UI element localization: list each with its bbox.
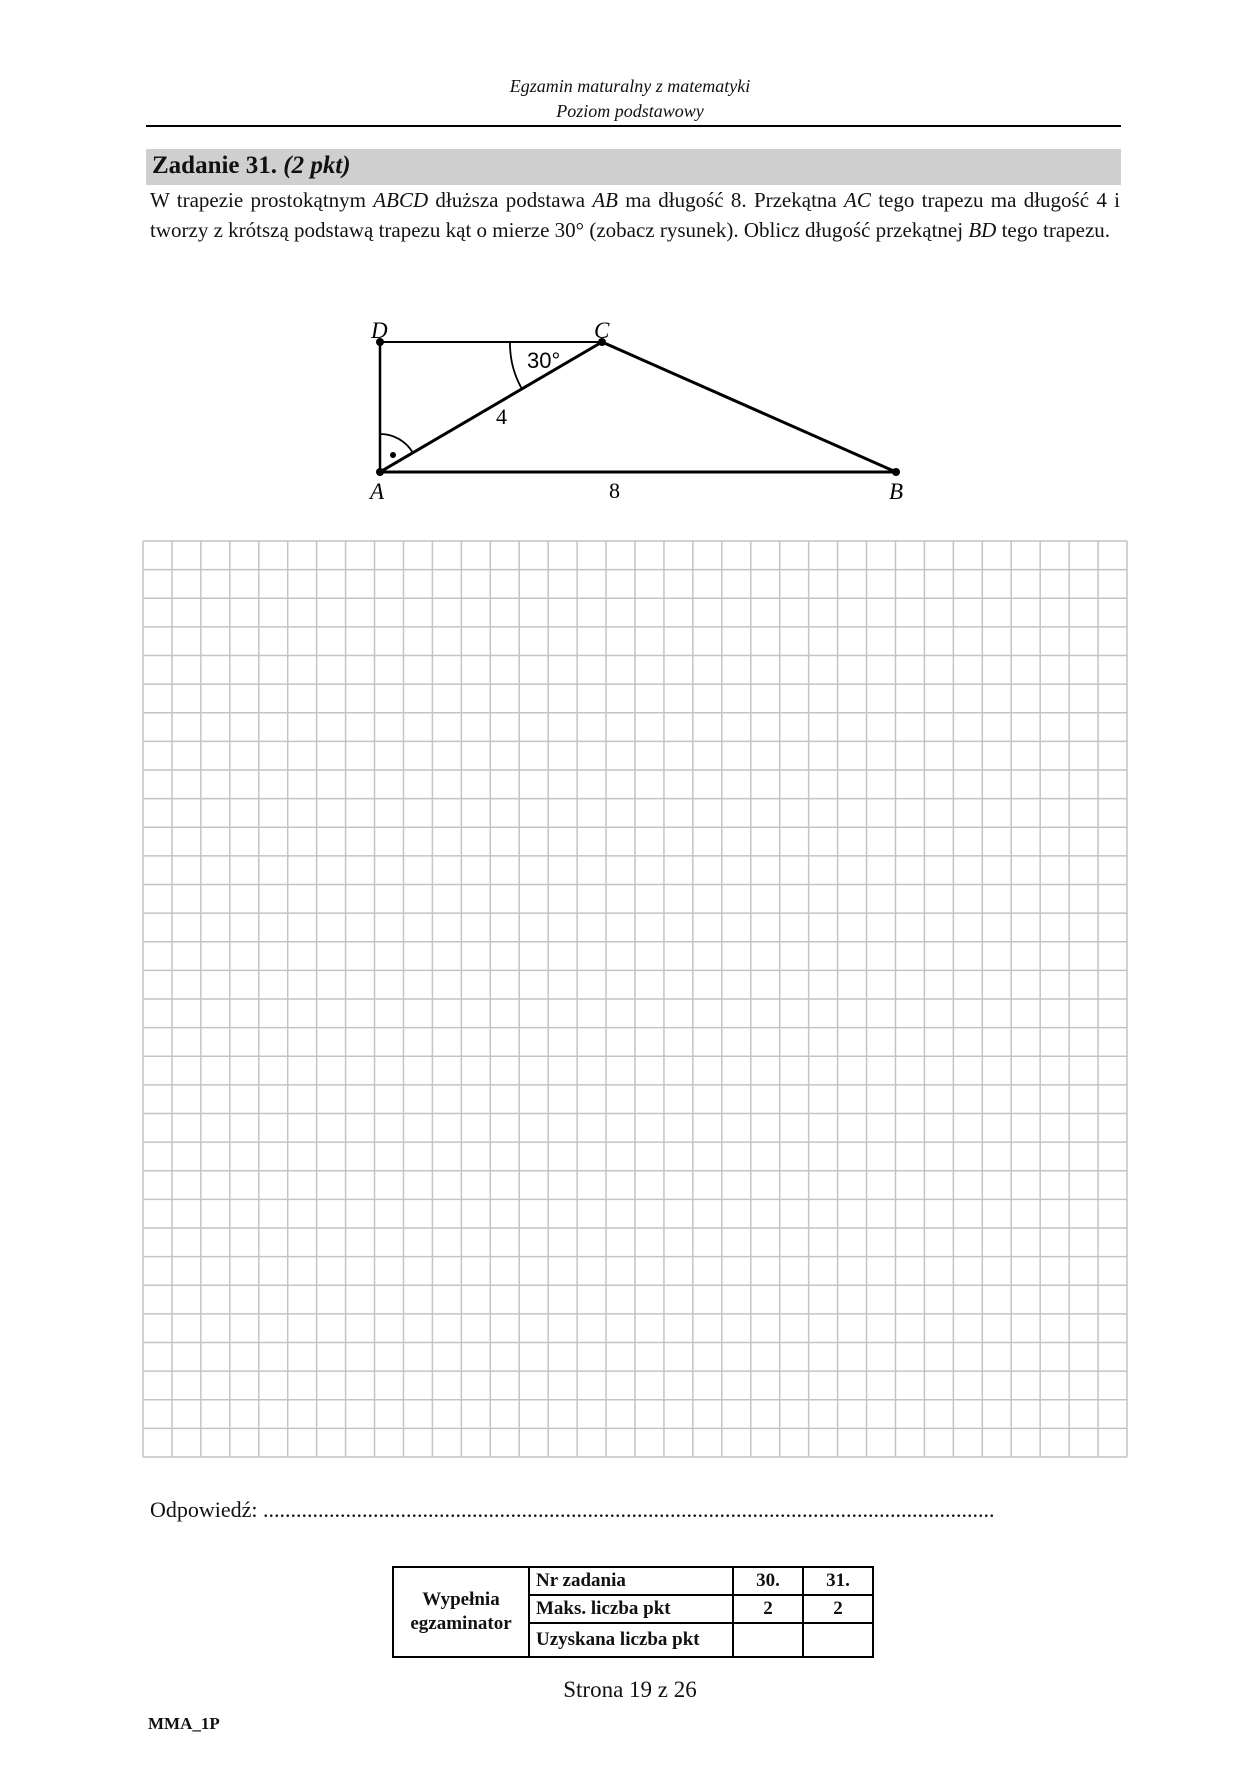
vertex-c-label: C: [594, 318, 610, 343]
task-text-symbol: BD: [968, 218, 997, 242]
vertex-d-label: D: [371, 318, 388, 343]
vertex-b-point: [892, 468, 900, 476]
score-task-number: 31.: [803, 1567, 873, 1595]
task-text-symbol: AC: [844, 188, 871, 212]
task-number: Zadanie 31.: [152, 152, 278, 179]
score-side-label: egzaminator: [410, 1613, 512, 1634]
score-row-label: Maks. liczba pkt: [529, 1595, 733, 1623]
exam-code: MMA_1P: [148, 1714, 220, 1733]
vertex-a-point: [376, 468, 384, 476]
score-task-number: 30.: [733, 1567, 803, 1595]
score-side-label: Wypełnia: [422, 1589, 500, 1610]
vertex-b-label: B: [889, 479, 904, 504]
ab-length-label: 8: [609, 478, 620, 503]
score-max-points: 2: [803, 1595, 873, 1623]
right-angle-arc: [380, 434, 413, 453]
angle-arc-30: [510, 342, 522, 389]
task-text-angle: 30°: [554, 218, 585, 242]
answer-line: [150, 1497, 995, 1523]
score-table: [392, 1566, 874, 1658]
task-text-part: (zobacz rysunek). Oblicz długość przekątnej: [584, 218, 969, 242]
side-cb: [602, 342, 896, 472]
score-row-label: Uzyskana liczba pkt: [529, 1623, 733, 1657]
task-text-part: tego trapezu.: [996, 218, 1111, 242]
answer-dots: .....................................................................................................................................: [263, 1497, 995, 1522]
score-earned-cell[interactable]: [733, 1623, 803, 1657]
answer-grid: [142, 540, 1128, 1458]
vertex-a-label: A: [370, 479, 385, 504]
page-number: Strona 19 z 26: [563, 1677, 697, 1702]
score-earned-cell[interactable]: [803, 1623, 873, 1657]
answer-label: Odpowiedź:: [150, 1497, 258, 1522]
right-angle-dot: [390, 452, 396, 458]
exam-header-level: Poziom podstawowy: [556, 101, 704, 121]
score-row-label: Nr zadania: [529, 1567, 733, 1595]
task-text-symbol: ABCD: [373, 188, 429, 212]
score-max-points: 2: [733, 1595, 803, 1623]
ac-length-label: 4: [496, 404, 507, 429]
score-side-cell: [393, 1567, 529, 1657]
trapezoid-figure: [0, 0, 1260, 520]
angle-label: 30°: [527, 348, 561, 373]
task-text-part: dłuższa podstawa: [428, 188, 593, 212]
task-text-part: W trapezie prostokątnym: [150, 188, 374, 212]
exam-header-title: Egzamin maturalny z matematyki: [509, 76, 751, 96]
task-text-part: tego trapezu ma długość 4 i tworzy z krótszą podstawą trapezu kąt o mierze: [150, 188, 1120, 242]
task-points: (2 pkt): [283, 152, 351, 179]
task-text-part: ma długość 8. Przekątna: [617, 188, 845, 212]
task-text-symbol: AB: [592, 188, 618, 212]
